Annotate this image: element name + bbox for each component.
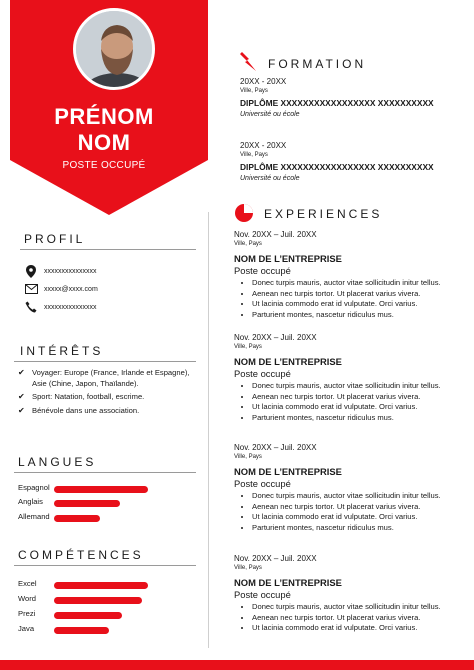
competence-label: Word — [18, 594, 37, 603]
contact-email-text[interactable]: xxxxx@xxxx.com — [44, 285, 98, 293]
last-name: NOM — [77, 130, 131, 155]
experiences-title: EXPERIENCES — [264, 207, 383, 221]
contact-address — [24, 264, 97, 278]
experience-dates: Nov. 20XX – Juil. 20XX — [234, 333, 317, 342]
experience-dates: Nov. 20XX – Juil. 20XX — [234, 230, 317, 239]
formation-school: Université ou école — [240, 175, 300, 182]
task-item: • Aenean nec turpis tortor. Ut placerat varius vivera. — [252, 392, 458, 403]
experience-position: Poste occupé — [234, 368, 291, 379]
competence-level-bar — [54, 582, 148, 589]
competence-label: Excel — [18, 579, 37, 588]
competence-level-bar — [54, 627, 109, 634]
interets-title: INTÉRÊTS — [20, 344, 104, 358]
experience-company: NOM DE L’ENTREPRISE — [234, 466, 342, 477]
langue-label: Espagnol — [18, 483, 50, 492]
formation-dates: 20XX - 20XX — [240, 77, 287, 86]
task-item: • Donec turpis mauris, auctor vitae sollicitudin initur tellus. — [252, 381, 458, 392]
contact-phone-text: xxxxxxxxxxxxxxx — [44, 303, 97, 311]
contact-address-text: xxxxxxxxxxxxxxx — [44, 267, 97, 275]
task-item: • Ut lacinia commodo erat id vulputate. Orci varius. — [252, 512, 458, 523]
interet-item: ✔ Sport: Natation, football, escrime. — [18, 392, 145, 401]
contact-phone — [24, 300, 97, 314]
task-item: • Ut lacinia commodo erat id vulputate. Orci varius. — [252, 402, 458, 413]
task-item: • Ut lacinia commodo erat id vulputate. Orci varius. — [252, 299, 458, 310]
experience-place: Ville, Pays — [234, 565, 262, 571]
formation-diploma: DIPLÔME XXXXXXXXXXXXXXXXX XXXXXXXXXX — [240, 98, 434, 108]
competences-divider — [14, 565, 196, 566]
task-item: • Aenean nec turpis tortor. Ut placerat varius vivera. — [252, 613, 458, 624]
experience-position: Poste occupé — [234, 589, 291, 600]
experience-tasks — [252, 278, 458, 320]
langue-label: Allemand — [18, 512, 50, 521]
formation-place: Ville, Pays — [240, 152, 268, 158]
profil-title: PROFIL — [24, 232, 86, 246]
check-icon: ✔ — [18, 392, 25, 401]
experience-company: NOM DE L’ENTREPRISE — [234, 356, 342, 367]
experience-block — [234, 333, 458, 423]
experience-block — [234, 230, 458, 320]
task-item: • Ut lacinia commodo erat id vulputate. Orci varius. — [252, 623, 458, 634]
langues-title: LANGUES — [18, 455, 97, 469]
interet-item: ✔ Bénévole dans une association. — [18, 405, 140, 415]
experience-place: Ville, Pays — [234, 454, 262, 460]
competence-label: Prezi — [18, 609, 36, 618]
experience-position: Poste occupé — [234, 478, 291, 489]
profil-divider — [20, 249, 196, 250]
experience-tasks — [252, 602, 458, 634]
interets-list — [18, 368, 198, 419]
formation-place: Ville, Pays — [240, 88, 268, 94]
interets-divider — [14, 361, 196, 362]
competence-level-bar — [54, 612, 122, 619]
langues-divider — [14, 472, 196, 473]
profile-photo — [73, 8, 155, 90]
job-title: POSTE OCCUPÉ — [62, 160, 146, 171]
competences-title: COMPÉTENCES — [18, 548, 144, 562]
left-column — [0, 0, 208, 670]
formation-diploma: DIPLÔME XXXXXXXXXXXXXXXXX XXXXXXXXXX — [240, 162, 434, 172]
experience-position: Poste occupé — [234, 265, 291, 276]
envelope-icon — [24, 282, 38, 296]
task-item: • Aenean nec turpis tortor. Ut placerat varius vivera. — [252, 289, 458, 300]
location-pin-icon — [24, 264, 38, 278]
experience-company: NOM DE L’ENTREPRISE — [234, 577, 342, 588]
experience-tasks — [252, 491, 458, 533]
experience-tasks — [252, 381, 458, 423]
pie-icon — [234, 203, 254, 228]
task-item: • Parturient montes, nascetur ridiculus mus. — [252, 310, 458, 321]
experience-dates: Nov. 20XX – Juil. 20XX — [234, 443, 317, 452]
langue-level-bar — [54, 486, 148, 493]
langue-level-bar — [54, 515, 100, 522]
interet-item: ✔ Voyager: Europe (France, Irlande et Espagne), Asie (Chine, Japon, Thaïlande). — [18, 368, 190, 388]
experience-dates: Nov. 20XX – Juil. 20XX — [234, 554, 317, 563]
phone-icon — [24, 300, 38, 314]
task-item: • Donec turpis mauris, auctor vitae sollicitudin initur tellus. — [252, 491, 458, 502]
first-name: PRÉNOM — [54, 104, 154, 129]
experience-company: NOM DE L’ENTREPRISE — [234, 253, 342, 264]
lightning-icon — [240, 52, 258, 77]
task-item: • Donec turpis mauris, auctor vitae sollicitudin initur tellus. — [252, 602, 458, 613]
contact-email — [24, 282, 98, 296]
experience-place: Ville, Pays — [234, 344, 262, 350]
experience-place: Ville, Pays — [234, 241, 262, 247]
formation-school: Université ou école — [240, 111, 300, 118]
check-icon: ✔ — [18, 405, 25, 415]
experience-block — [234, 554, 458, 634]
column-divider — [208, 212, 209, 648]
formation-title: FORMATION — [268, 57, 367, 71]
footer-bar — [0, 660, 474, 670]
task-item: • Parturient montes, nascetur ridiculus mus. — [252, 523, 458, 534]
experience-block — [234, 443, 458, 533]
task-item: • Donec turpis mauris, auctor vitae sollicitudin initur tellus. — [252, 278, 458, 289]
formation-dates: 20XX - 20XX — [240, 141, 287, 150]
task-item: • Parturient montes, nascetur ridiculus mus. — [252, 413, 458, 424]
langue-label: Anglais — [18, 497, 43, 506]
check-icon: ✔ — [18, 368, 25, 377]
competence-level-bar — [54, 597, 142, 604]
task-item: • Aenean nec turpis tortor. Ut placerat varius vivera. — [252, 502, 458, 513]
competence-label: Java — [18, 624, 35, 633]
langue-level-bar — [54, 500, 120, 507]
